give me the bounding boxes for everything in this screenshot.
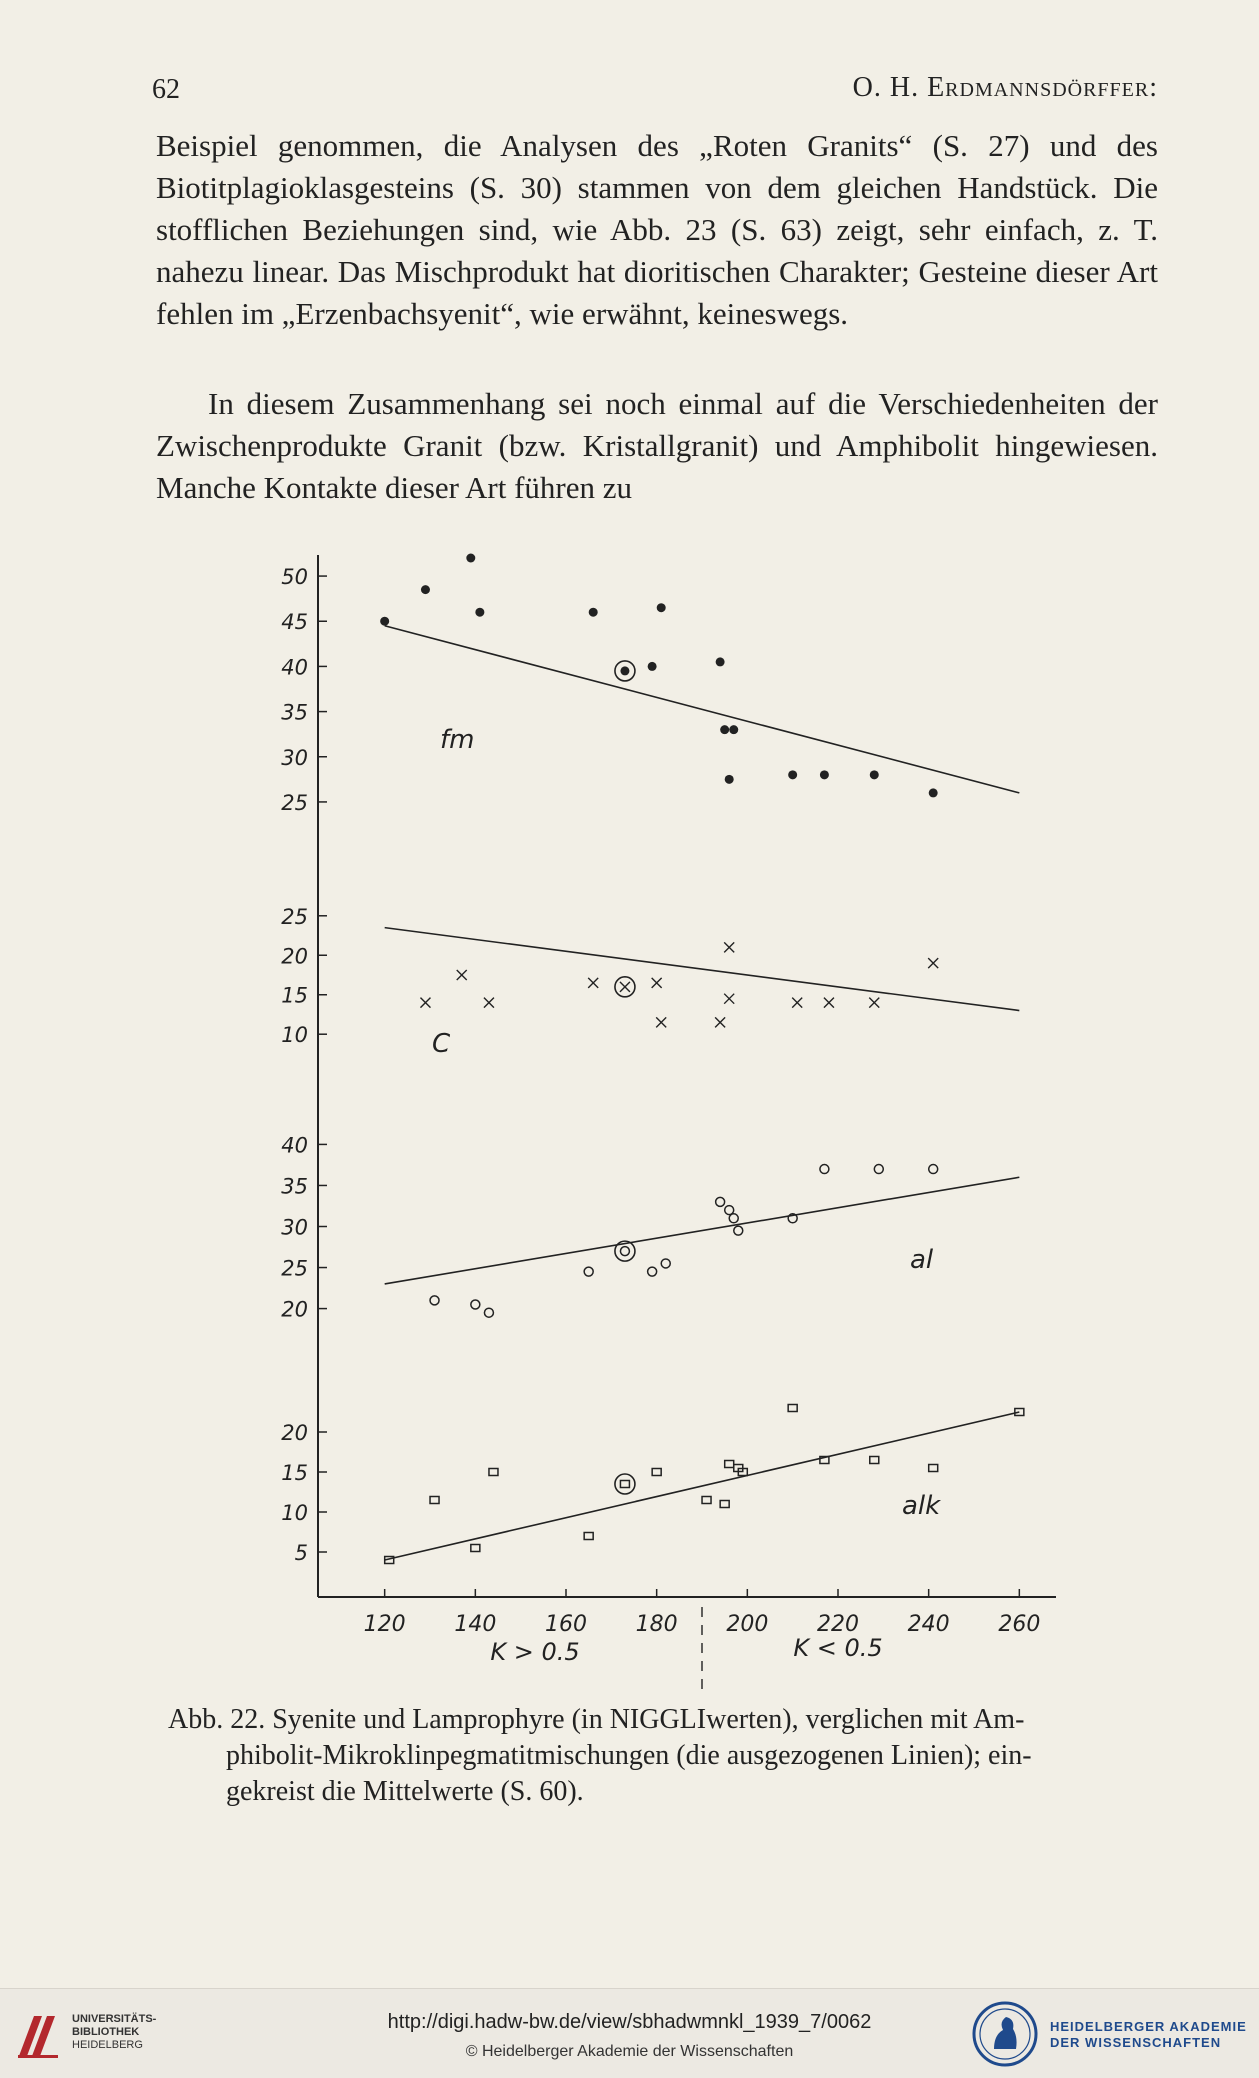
x-tick-label-140: 140 bbox=[454, 1612, 497, 1637]
y-tick-label-alk-5: 5 bbox=[294, 1541, 308, 1565]
page-number: 62 bbox=[152, 74, 180, 105]
data-point-alk-13 bbox=[870, 1457, 879, 1464]
y-tick-label-fm-25: 25 bbox=[281, 790, 308, 815]
figure-caption bbox=[168, 1702, 1162, 1810]
data-point-alk-7 bbox=[720, 1501, 729, 1508]
x-tick-label-120: 120 bbox=[363, 1612, 406, 1637]
data-point-alk-14 bbox=[929, 1465, 938, 1472]
y-tick-label-fm-50: 50 bbox=[281, 565, 308, 590]
data-point-C-10 bbox=[824, 998, 834, 1008]
academy-name-line-2: DER WISSENSCHAFTEN bbox=[1050, 2035, 1222, 2050]
data-point-C-4 bbox=[652, 978, 662, 988]
mean-point-C bbox=[620, 982, 630, 992]
data-point-alk-1 bbox=[430, 1497, 439, 1504]
library-city: HEIDELBERG bbox=[72, 2039, 143, 2051]
data-point-fm-12 bbox=[820, 770, 829, 779]
caption-line-1: Abb. 22. Syenite und Lamprophyre (in NIGGLIwerten), verglichen mit Am- bbox=[168, 1704, 1025, 1735]
y-tick-label-al-30: 30 bbox=[281, 1215, 308, 1240]
data-point-C-0 bbox=[420, 998, 430, 1008]
x-tick-label-180: 180 bbox=[635, 1612, 678, 1637]
data-point-al-0 bbox=[430, 1296, 439, 1305]
panel-label-alk: alk bbox=[902, 1491, 941, 1521]
y-tick-label-al-40: 40 bbox=[281, 1133, 308, 1158]
data-point-alk-4 bbox=[584, 1533, 593, 1540]
academy-seal-icon bbox=[970, 1999, 1040, 2069]
data-point-alk-6 bbox=[702, 1497, 711, 1504]
niggli-scatter-chart bbox=[0, 540, 1259, 1700]
caption-line-2: phibolit-Mikroklinpegmatitmischungen (die ausgezogenen Linien); ein- bbox=[226, 1740, 1032, 1771]
y-tick-label-alk-10: 10 bbox=[281, 1501, 308, 1525]
data-point-C-8 bbox=[724, 942, 734, 952]
library-name-line-1: UNIVERSITÄTS- bbox=[72, 2013, 157, 2025]
data-point-C-12 bbox=[928, 958, 938, 968]
data-point-al-8 bbox=[729, 1214, 738, 1223]
mean-point-al bbox=[620, 1247, 629, 1256]
paragraph-1: Beispiel genommen, die Analysen des „Roten Granits“ (S. 27) und des Biotitplagioklasgesteins (S. 30) stammen von dem gleichen Handstück. Die stofflichen Beziehungen sind, wie Abb. 23 (S. 63) zeigt, sehr einfach, z. T. nahezu linear. Das Mischprodukt hat dioritischen Charakter; Gesteine dieser Art fehlen im „Erzenbachsyenit“, wie erwähnt, keineswegs. bbox=[156, 128, 1158, 331]
paragraph-2: In diesem Zusammenhang sei noch einmal auf die Verschiedenheiten der Zwischenprodukte Granit (bzw. Kristallgranit) und Amphibolit hingewiesen. Manche Kontakte dieser Art führen zu bbox=[156, 386, 1158, 505]
data-point-alk-8 bbox=[725, 1461, 734, 1468]
data-point-fm-11 bbox=[788, 770, 797, 779]
y-tick-label-C-20: 20 bbox=[281, 944, 308, 969]
trend-line-C bbox=[385, 928, 1020, 1011]
mean-point-fm bbox=[620, 666, 629, 675]
y-tick-label-C-25: 25 bbox=[281, 904, 308, 929]
data-point-C-11 bbox=[869, 998, 879, 1008]
x-tick-label-160: 160 bbox=[545, 1612, 587, 1637]
data-point-C-1 bbox=[457, 970, 467, 980]
region-label-right: K < 0.5 bbox=[793, 1634, 883, 1662]
data-point-fm-8 bbox=[720, 725, 729, 734]
data-point-C-6 bbox=[715, 1017, 725, 1027]
x-tick-label-260: 260 bbox=[998, 1612, 1041, 1637]
data-point-al-5 bbox=[661, 1259, 670, 1268]
caption-line-3: gekreist die Mittelwerte (S. 60). bbox=[226, 1776, 584, 1807]
data-point-fm-13 bbox=[870, 770, 879, 779]
data-point-al-4 bbox=[648, 1267, 657, 1276]
data-point-al-12 bbox=[874, 1165, 883, 1174]
data-point-fm-9 bbox=[729, 725, 738, 734]
data-point-fm-7 bbox=[716, 657, 725, 666]
data-point-al-13 bbox=[929, 1165, 938, 1174]
data-point-fm-0 bbox=[380, 617, 389, 626]
data-point-fm-6 bbox=[648, 662, 657, 671]
data-point-al-1 bbox=[471, 1300, 480, 1309]
y-tick-label-alk-15: 15 bbox=[281, 1461, 308, 1485]
data-point-fm-2 bbox=[466, 554, 475, 563]
trend-line-alk bbox=[385, 1412, 1020, 1560]
data-point-C-7 bbox=[724, 994, 734, 1004]
academy-name-line-1: HEIDELBERGER AKADEMIE bbox=[1050, 2019, 1247, 2034]
data-point-C-2 bbox=[484, 998, 494, 1008]
x-tick-label-220: 220 bbox=[817, 1612, 859, 1637]
panel-label-al: al bbox=[910, 1245, 934, 1275]
y-tick-label-C-10: 10 bbox=[281, 1023, 308, 1048]
y-tick-label-C-15: 15 bbox=[281, 983, 308, 1008]
mean-ring-alk bbox=[615, 1474, 635, 1494]
data-point-fm-1 bbox=[421, 585, 430, 594]
running-head: O. H. Erdmannsdörffer: bbox=[852, 72, 1158, 103]
data-point-alk-2 bbox=[471, 1545, 480, 1552]
library-name-line-2: BIBLIOTHEK bbox=[72, 2026, 140, 2038]
document-url-link[interactable]: http://digi.hadw-bw.de/view/sbhadwmnkl_1939_7/0062 bbox=[387, 2011, 872, 2033]
footer-bar bbox=[0, 1988, 1259, 2078]
x-tick-label-240: 240 bbox=[907, 1612, 950, 1637]
y-tick-label-al-20: 20 bbox=[281, 1297, 308, 1322]
y-tick-label-al-35: 35 bbox=[281, 1174, 308, 1199]
data-point-alk-5 bbox=[652, 1469, 661, 1476]
y-tick-label-fm-40: 40 bbox=[281, 655, 308, 680]
x-tick-label-200: 200 bbox=[726, 1612, 769, 1637]
y-tick-label-fm-45: 45 bbox=[281, 610, 308, 635]
y-tick-label-alk-20: 20 bbox=[281, 1421, 308, 1445]
y-tick-label-fm-30: 30 bbox=[281, 745, 308, 770]
data-point-fm-14 bbox=[929, 788, 938, 797]
mean-point-alk bbox=[620, 1481, 629, 1488]
y-tick-label-fm-35: 35 bbox=[281, 700, 308, 725]
data-point-al-11 bbox=[820, 1165, 829, 1174]
panel-label-C: C bbox=[432, 1029, 451, 1059]
data-point-alk-11 bbox=[788, 1405, 797, 1412]
academy-name bbox=[1050, 2019, 1247, 2051]
data-point-al-3 bbox=[584, 1267, 593, 1276]
copyright-text: © Heidelberger Akademie der Wissenschaften bbox=[465, 2043, 794, 2060]
data-point-fm-4 bbox=[589, 608, 598, 617]
data-point-al-6 bbox=[716, 1197, 725, 1206]
data-point-C-3 bbox=[588, 978, 598, 988]
data-point-C-5 bbox=[656, 1017, 666, 1027]
region-label-left: K > 0.5 bbox=[490, 1638, 580, 1666]
data-point-C-9 bbox=[792, 998, 802, 1008]
data-point-alk-3 bbox=[489, 1469, 498, 1476]
y-tick-label-al-25: 25 bbox=[281, 1256, 308, 1281]
data-point-fm-10 bbox=[725, 775, 734, 784]
data-point-fm-3 bbox=[475, 608, 484, 617]
panel-label-fm: fm bbox=[440, 725, 475, 755]
data-point-al-2 bbox=[484, 1308, 493, 1317]
trend-line-fm bbox=[385, 626, 1020, 793]
data-point-fm-5 bbox=[657, 603, 666, 612]
data-point-al-9 bbox=[734, 1226, 743, 1235]
